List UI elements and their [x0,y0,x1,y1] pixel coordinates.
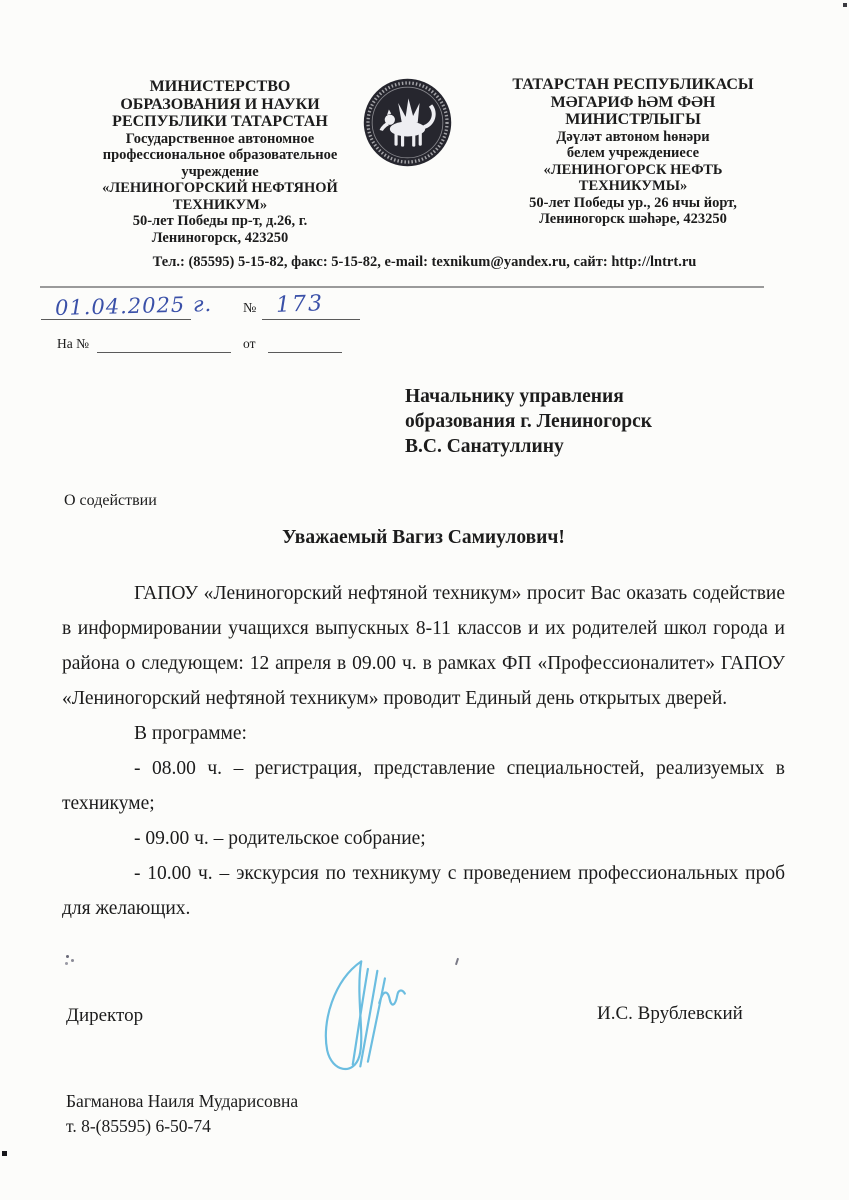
org-type-line: Государственное автономное [125,130,315,147]
org-type-line: учреждение [181,163,259,180]
ministry-name-tatar-line: МӘГАРИФ hӘМ ФӘН [550,93,716,111]
handwritten-date: 01.04.2025 г. [54,291,213,321]
winged-leopard-icon [361,76,454,169]
from-date-blank-line [268,352,342,353]
body-paragraph: В программе: [134,723,247,744]
letterhead-right [468,76,798,228]
body-paragraph: ГАПОУ «Лениногорский нефтяной техникум» просит Вас оказать содействие в информировании учащихся выпускных 8-11 классов и их родителей школ города и района о следующем: 12 апреля в 09.00 ч. в рамках ФП «Профессионалитет» ГАПОУ «Лениногорский нефтяной техникум» проводит Единый день открытых дверей. [62,583,785,709]
greeting-line: Уважаемый Вагиз Самиулович! [282,527,565,548]
incoming-ref-blank-line [97,352,231,353]
pen-tick-artifact [455,958,459,965]
signer-name: И.С. Врублевский [597,1003,743,1024]
org-name-line: «ЛЕНИНОГОРСКИЙ НЕФТЯНОЙ [102,180,338,196]
scan-speck-bottom-left [2,1151,7,1156]
ministry-name-tatar-line: МИНИСТРЛЫГЫ [565,111,701,128]
letterhead-divider [40,286,764,288]
org-type-tatar-line: Дәүләт автоном hөнәри [556,128,710,145]
subject-line: О содействии [64,492,157,509]
program-item: - 09.00 ч. – родительское собрание; [134,828,426,849]
program-item: - 08.00 ч. – регистрация, представление специальностей, реализуемых в техникуме; [62,758,785,814]
number-label: № [243,301,257,316]
ministry-name-tatar-line: ТАТАРСТАН РЕСПУБЛИКАСЫ [512,76,754,93]
org-name-line: ТЕХНИКУМ» [172,196,268,213]
ministry-name-line: РЕСПУБЛИКИ ТАТАРСТАН [112,113,328,130]
org-type-tatar-line: белем учреждениесе [566,145,700,161]
executor-name: Багманова Наиля Мударисовна [66,1091,299,1111]
handwritten-number: 173 [275,291,325,318]
tatarstan-emblem-seal [361,76,454,169]
org-type-line: профессиональное образовательное [102,147,338,163]
executor-phone: т. 8-(85595) 6-50-74 [66,1116,211,1136]
number-blank-line [262,319,360,320]
addressee-block [405,384,652,459]
contact-info-line: Тел.: (85595) 5-15-82, факс: 5-15-82, e-mail: texnikum@yandex.ru, сайт: http://lntrt.ru [152,254,697,270]
date-blank-line [41,319,191,320]
ministry-name-line: ОБРАЗОВАНИЯ И НАУКИ [120,95,320,113]
executor-block [66,1089,298,1139]
org-address-line: 50-лет Победы пр-т, д.26, г. [132,213,308,229]
ministry-name-line: МИНИСТЕРСТВО [149,78,291,95]
program-item: - 10.00 ч. – экскурсия по техникуму с проведением профессиональных проб для желающих. [62,863,785,919]
org-address-line: Лениногорск, 423250 [151,229,289,246]
letter-body [62,576,785,926]
pen-mark-artifact [66,955,69,958]
org-address-tatar-line: 50-лет Победы ур., 26 нчы йорт, [529,194,737,211]
scan-speck-top-right [843,3,847,7]
org-name-tatar-line: ТЕХНИКУМЫ» [578,178,688,194]
addressee-line: образования г. Лениногорск [405,411,653,432]
incoming-ref-label: На № [57,336,89,351]
org-address-tatar-line: Лениногорск шәhәре, 423250 [539,211,727,227]
addressee-line: В.С. Санатуллину [405,436,564,457]
signer-title: Директор [66,1005,144,1026]
org-name-tatar-line: «ЛЕНИНОГОРСК НЕФТЬ [543,161,723,178]
signature-flourish-icon [316,950,416,1092]
addressee-line: Начальнику управления [405,386,624,407]
handwritten-signature [316,950,416,1092]
from-date-label: от [243,336,256,351]
letterhead-left [55,78,385,246]
